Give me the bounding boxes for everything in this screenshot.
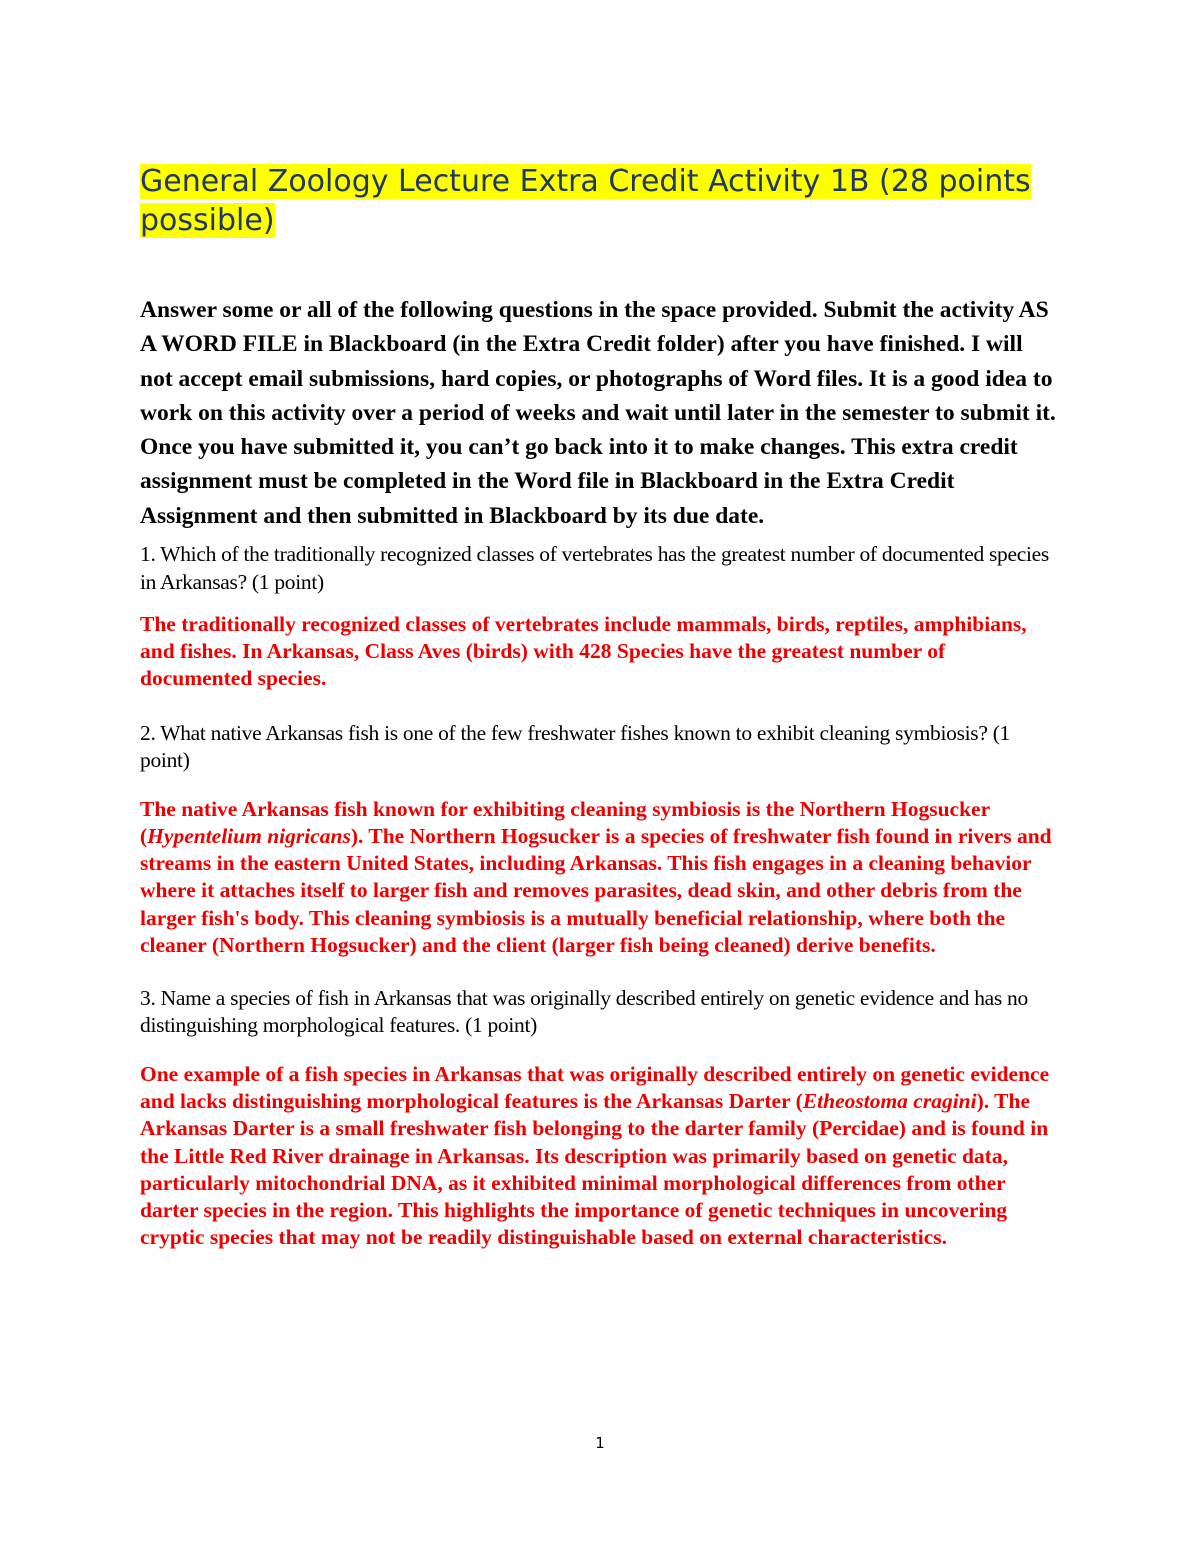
page-number: 1 [595,1434,605,1452]
question-2: 2. What native Arkansas fish is one of the few freshwater fishes known to exhibit cleaning symbiosis? (1 point) [140,720,1011,773]
answer-2 [140,796,1060,959]
answer-2-text-after: ). The Northern Hogsucker is a species of freshwater fish found in rivers and streams in the eastern United States, including Arkansas. This fish engages in a cleaning behavior where it attaches itself to larger fish and removes parasites, dead skin, and other debris from the larger fish's body. This cleaning symbiosis is a mutually beneficial relationship, where both the cleaner (Northern Hogsucker) and the client (larger fish being cleaned) derive benefits. [140,823,1052,957]
document-body [140,162,1060,1251]
answer-2-species-name: Hypentelium nigricans [147,823,351,848]
question-3: 3. Name a species of fish in Arkansas that was originally described entirely on genetic evidence and has no distinguishing morphological features. (1 point) [140,985,1028,1038]
answer-3-text-after: ). The Arkansas Darter is a small freshwater fish belonging to the darter family (Percidae) and is found in the Little Red River drainage in Arkansas. Its description was primarily based on genetic data, particularly mitochondrial DNA, as it exhibited minimal morphological differences from other darter species in the region. This highlights the importance of genetic techniques in uncovering cryptic species that may not be readily distinguishable based on external characteristics. [140,1089,1049,1250]
answer-3 [140,1061,1060,1251]
instructions-paragraph: Answer some or all of the following questions in the space provided. Submit the activity AS A WORD FILE in Blackboard (in the Extra Credit folder) after you have finished. I will not accept email submissions, hard copies, or photographs of Word files. It is a good idea to work on this activity over a period of weeks and wait until later in the semester to submit it. Once you have submitted it, you can’t go back into it to make changes. This extra credit assignment must be completed in the Word file in Blackboard in the Extra Credit Assignment and then submitted in Blackboard by its due date. [140,297,1056,529]
answer-1: The traditionally recognized classes of vertebrates include mammals, birds, reptiles, amphibians, and fishes. In Arkansas, Class Aves (birds) with 428 Species have the greatest number of documented species. [140,612,1027,691]
answer-3-species-name: Etheostoma cragini [802,1089,977,1114]
answer-3-text-before: One example of a fish species in Arkansas that was originally described entirely on genetic evidence and lacks distinguishing morphological features is the Arkansas Darter ( [140,1061,1050,1114]
document-title [140,162,1060,240]
question-1: 1. Which of the traditionally recognized classes of vertebrates has the greatest number of documented species in Arkansas? (1 point) [140,542,1049,594]
answer-2-text-before: The native Arkansas fish known for exhibiting cleaning symbiosis is the Northern Hogsucker ( [140,796,990,848]
title-highlight: General Zoology Lecture Extra Credit Activity 1B (28 points possible) [140,164,1031,238]
